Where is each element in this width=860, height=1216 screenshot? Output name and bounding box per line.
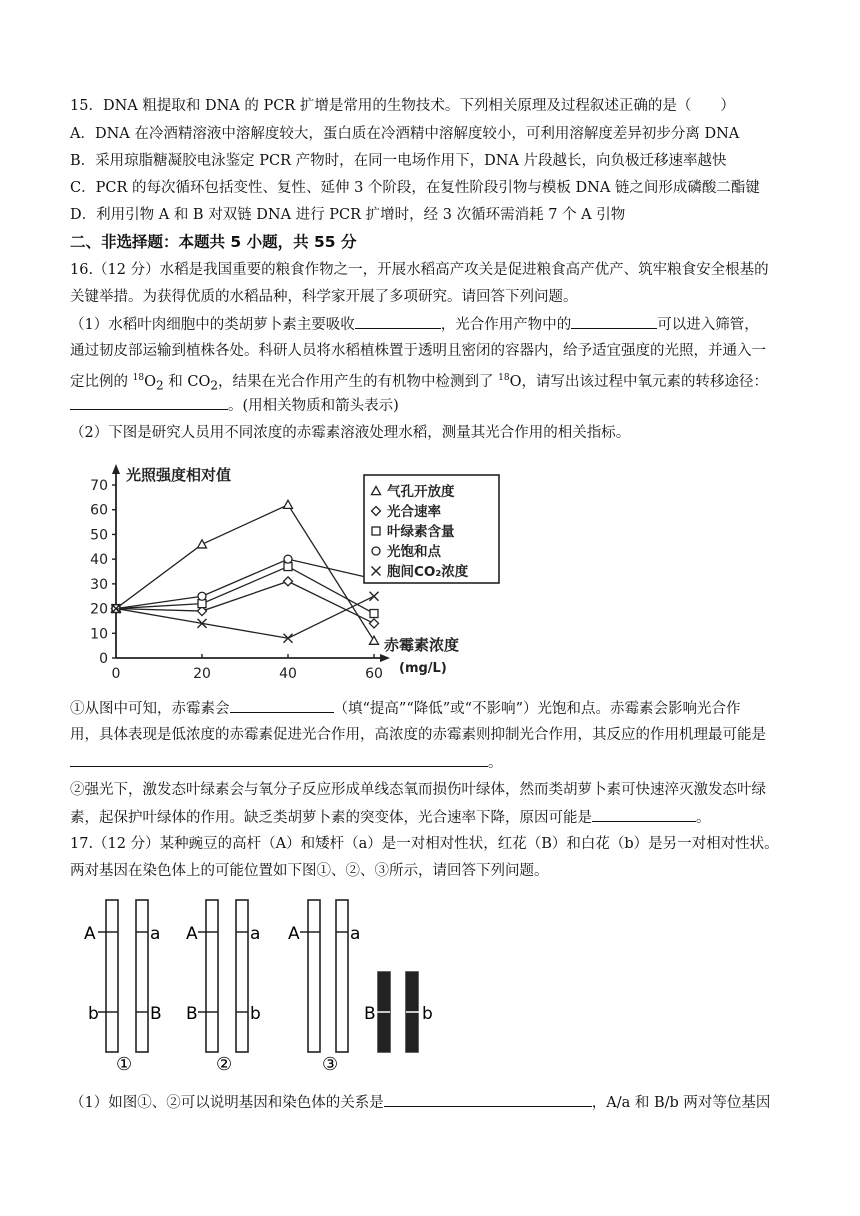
q16-p1-text-a: （1）水稻叶肉细胞中的类胡萝卜素主要吸收	[70, 317, 355, 333]
text: ①从图中可知，赤霉素会	[70, 701, 230, 717]
q16-part1-line4	[70, 395, 399, 416]
answer-blank[interactable]	[230, 698, 334, 713]
q17-line1: 17.（12 分）某种豌豆的高杆（A）和矮杆（a）是一对相对性状，红花（B）和白花（b）是另一对相对性状。	[70, 836, 779, 852]
legend-marker	[372, 527, 380, 535]
answer-blank[interactable]	[384, 1092, 592, 1107]
superscript: 18	[498, 373, 510, 383]
x-axis-arrow	[380, 654, 390, 662]
legend-label: 叶绿素含量	[387, 524, 455, 540]
chromosome-pair-1	[84, 900, 162, 1075]
answer-blank[interactable]	[70, 752, 488, 767]
gene-label: A	[288, 924, 300, 944]
data-point	[284, 500, 293, 508]
gene-label: B	[186, 1004, 198, 1024]
text: O	[144, 373, 156, 390]
y-tick-label: 10	[90, 626, 108, 643]
q15-option-d: D．利用引物 A 和 B 对双链 DNA 进行 PCR 扩增时，经 3 次循环需消耗 7 个 A 引物	[70, 207, 626, 223]
q16-p1-text-b: ，光合作用产物中的	[440, 317, 572, 333]
text: 。(用相关物质和箭头表示)	[228, 398, 399, 414]
gene-label: a	[250, 924, 261, 944]
data-point	[370, 610, 378, 618]
answer-blank[interactable]	[355, 314, 441, 329]
text: 素，起保护叶绿体的作用。缺乏类胡萝卜素的突变体，光合速率下降，原因可能是	[70, 810, 592, 826]
y-tick-label: 30	[90, 576, 108, 593]
gene-label: b	[250, 1004, 261, 1024]
q16-sub2-line1: ②强光下，激发态叶绿素会与氧分子反应形成单线态氧而损伤叶绿体，然而类胡萝卜素可快速淬灭激发态叶绿	[70, 782, 766, 798]
q16-line2: 关键举措。为获得优质的水稻品种，科学家开展了多项研究。请回答下列问题。	[70, 289, 578, 305]
y-tick-label: 20	[90, 601, 108, 618]
chromosome	[106, 900, 118, 1052]
legend-label: 光饱和点	[387, 544, 441, 560]
subscript: 2	[155, 378, 164, 393]
q16-part1-line1	[70, 314, 759, 335]
x-axis-label: 赤霉素浓度	[384, 636, 460, 654]
q16-sub1-line1	[70, 698, 740, 719]
data-point	[198, 540, 207, 548]
series-line	[116, 505, 374, 641]
chromosome	[206, 900, 218, 1052]
legend-marker	[372, 547, 380, 555]
superscript: 18	[132, 373, 145, 383]
text: 定比例的	[70, 373, 133, 390]
data-point	[370, 592, 379, 601]
chromosome	[336, 900, 348, 1052]
answer-blank[interactable]	[70, 395, 228, 410]
x-axis-unit: (mg/L)	[399, 661, 447, 676]
q15-option-a: A．DNA 在冷酒精溶液中溶解度较大，蛋白质在冷酒精中溶解度较小，可利用溶解度差异初步分离 DNA	[70, 126, 740, 142]
text: （1）如图①、②可以说明基因和染色体的关系是	[70, 1095, 384, 1111]
data-point	[370, 619, 379, 628]
figure-label: ①	[116, 1054, 133, 1075]
q16-sub2-line2	[70, 807, 711, 828]
q16-p1-text-c: 可以进入筛管，	[657, 317, 759, 333]
gene-label: b	[88, 1004, 99, 1024]
gene-label: a	[350, 924, 361, 944]
q15-stem: 15．DNA 粗提取和 DNA 的 PCR 扩增是常用的生物技术。下列相关原理及过程叙述正确的是（ ）	[70, 98, 735, 114]
legend-label: 光合速率	[387, 504, 441, 520]
text: 。	[488, 755, 503, 771]
y-tick-label: 50	[90, 527, 108, 544]
y-tick-label: 70	[90, 478, 108, 494]
legend-label: 气孔开放度	[387, 484, 455, 500]
text: O，请写出该过程中氧元素的转移途径：	[509, 373, 768, 390]
figure-label: ②	[216, 1054, 233, 1075]
chromosome	[308, 900, 320, 1052]
text: 和 CO	[163, 373, 211, 390]
gene-label: B	[364, 1004, 376, 1024]
x-tick-label: 60	[365, 666, 383, 682]
x-tick-label: 40	[279, 666, 297, 682]
answer-blank[interactable]	[571, 314, 657, 329]
gene-label: b	[422, 1004, 433, 1024]
text: ，结果在光合作用产生的有机物中检测到了	[218, 373, 499, 390]
section-title: 二、非选择题：本题共 5 小题，共 55 分	[70, 233, 357, 251]
q16-sub1-line2: 用，具体表现是低浓度的赤霉素促进光合作用，高浓度的赤霉素则抑制光合作用，其反应的作用机理最可能是	[70, 727, 766, 743]
q16-sub1-line3	[70, 752, 503, 773]
q15-option-b: B．采用琼脂糖凝胶电泳鉴定 PCR 产物时，在同一电场作用下，DNA 片段越长，向负极迁移速率越快	[70, 153, 727, 169]
q15-option-c: C．PCR 的每次循环包括变性、复性、延伸 3 个阶段，在复性阶段引物与模板 DNA 链之间形成磷酸二酯键	[70, 180, 760, 196]
y-axis-arrow	[112, 464, 120, 474]
chromosome-diagram	[80, 892, 480, 1076]
q16-part1-line3	[70, 368, 768, 396]
data-point	[198, 592, 206, 600]
data-point	[284, 555, 292, 563]
q16-part2-intro: （2）下图是研究人员用不同浓度的赤霉素溶液处理水稻，测量其光合作用的相关指标。	[70, 425, 631, 441]
x-tick-label: 0	[111, 666, 121, 682]
gene-label: A	[84, 924, 96, 944]
data-point	[284, 577, 293, 586]
text: ，A/a 和 B/b 两对等位基因	[591, 1095, 771, 1111]
answer-blank[interactable]	[592, 807, 696, 822]
text: （填“提高”“降低”或“不影响”）光饱和点。赤霉素会影响光合作	[333, 701, 741, 717]
gene-label: a	[150, 924, 161, 944]
chromosome	[136, 900, 148, 1052]
x-tick-label: 20	[193, 666, 211, 682]
figure-label: ③	[322, 1054, 339, 1075]
photosynthesis-line-chart	[84, 456, 504, 684]
y-tick-label: 60	[90, 502, 108, 519]
subscript: 2	[210, 378, 219, 393]
data-point	[370, 636, 379, 644]
chromosome	[236, 900, 248, 1052]
q17-part1-line1	[70, 1092, 770, 1113]
series-line	[116, 559, 374, 608]
chromosome-pair-3	[288, 900, 433, 1075]
y-tick-label: 40	[90, 552, 108, 569]
series-line	[116, 567, 374, 614]
y-axis-label: 光照强度相对值	[126, 466, 232, 484]
legend-label: 胞间CO₂浓度	[387, 564, 469, 580]
text: 。	[696, 810, 711, 826]
chromosome-pair-2	[186, 900, 261, 1075]
q17-line2: 两对基因在染色体上的可能位置如下图①、②、③所示，请回答下列问题。	[70, 863, 549, 879]
y-tick-label: 0	[99, 651, 108, 667]
q16-line1: 16.（12 分）水稻是我国重要的粮食作物之一，开展水稻高产攻关是促进粮食高产优产、筑牢粮食安全根基的	[70, 262, 769, 278]
gene-label: B	[150, 1004, 162, 1024]
q16-part1-line2: 通过韧皮部运输到植株各处。科研人员将水稻植株置于透明且密闭的容器内，给予适宜强度的光照，并通入一	[70, 343, 766, 359]
gene-label: A	[186, 924, 198, 944]
